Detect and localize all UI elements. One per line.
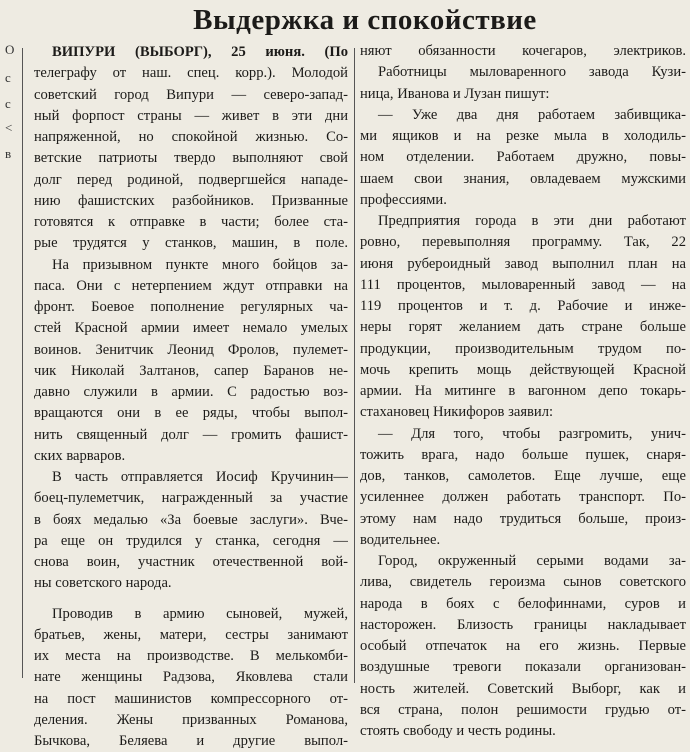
text-line: в боях медалью «За боевые заслуги». Вче- [34, 511, 348, 528]
text-line: братьев, жены, матери, сестры занимают [34, 626, 348, 643]
text-line: нате женщины Радзова, Яковлева стали [34, 669, 348, 686]
text-line: ВИПУРИ (ВЫБОРГ), 25 июня. (По [52, 44, 348, 60]
text-line: ный форпост страны — живет в эти дни [34, 107, 348, 124]
text-line: мочь крепить мощь действующей Красной [360, 361, 686, 378]
text-line: особый отпечаток на его жизнь. Первые [360, 638, 686, 654]
text-line: вращаются они в ее ряды, чтобы выпол- [34, 405, 348, 422]
margin-fragment-char: в [5, 146, 12, 161]
article-column-2 [360, 41, 686, 742]
text-line: няют обязанности кочегаров, электриков. [360, 43, 686, 59]
text-line: Бычкова, Беляева и другие выпол- [34, 733, 348, 749]
text-line: напряженной, но спокойной жизнью. Со- [34, 129, 348, 145]
text-line: Город, окруженный серыми водами за- [378, 553, 686, 569]
text-line: Проводив в армию сыновей, мужей, [52, 605, 348, 622]
margin-fragment-char: < [5, 120, 13, 135]
text-line: долг перед родиной, подвергшейся нападе- [34, 171, 348, 188]
text-line: ность жителей. Советский Выборг, как и [360, 680, 686, 697]
text-line: деления. Жены призванных Романова, [34, 711, 348, 728]
text-line: паса. Они с нетерпением ждут отправки на [34, 277, 348, 294]
text-line: давно служили в армии. С радостью воз- [34, 384, 348, 400]
center-column-rule [354, 48, 355, 683]
text-line: воинов. Зенитчик Леонид Фролов, пулемет- [34, 341, 348, 358]
text-line: водительнее. [360, 531, 441, 548]
text-line: профессиями. [360, 191, 447, 208]
text-line: стей Красной армии имеет немало умелых [34, 320, 348, 337]
adjacent-column-fragment [0, 38, 18, 678]
text-line: лива, свидетель героизма сынов советского [360, 574, 686, 591]
text-line: насторожен. Близость границы накладывает [360, 616, 686, 633]
text-line: ница, Иванова и Лузан пишут: [360, 85, 550, 102]
text-line: ветские патриоты твердо выполняют свой [34, 150, 348, 167]
text-line: ровно, перевыполняя программу. Так, 22 [360, 234, 686, 251]
text-line: ских варваров. [34, 447, 126, 464]
text-line: снова воин, участник отечественной вой- [34, 554, 348, 570]
text-line: стахановец Никифоров заявил: [360, 404, 554, 421]
margin-fragment-char: с [5, 70, 11, 85]
text-line: — Уже два дня работаем забивщика- [378, 106, 686, 123]
text-line: 119 процентов и т. д. Рабочие и инже- [360, 298, 686, 314]
text-line: воздушные тревоги показали организован- [360, 659, 686, 676]
text-line: ми ящиков и на резке мыла в холодиль- [360, 128, 686, 144]
text-line: народа в боях с белофиннами, суров и [360, 595, 686, 612]
article-headline: Выдержка и спокойствие [193, 4, 537, 36]
text-line: ра еще он трудился у станка, сегодня — [34, 532, 348, 549]
text-line: советский город Випури — северо-запад- [34, 86, 348, 103]
text-line: чик Николай Залтанов, сапер Баранов не- [34, 362, 348, 379]
text-line: рые трудятся у станков, машин, в поле. [34, 235, 348, 252]
text-line: готовятся к отправке в части; более ста- [34, 214, 348, 230]
text-line: нить священный долг — громить фашист- [34, 426, 348, 443]
text-line: В часть отправляется Иосиф Кручинин— [52, 469, 348, 485]
text-line: тожить врага, надо больше пушек, снаря- [360, 446, 686, 463]
text-line: На призывном пункте много бойцов за- [52, 256, 348, 273]
text-line: боец-пулеметчик, награжденный за участие [34, 490, 348, 507]
text-line: армии. На митинге в вагонном депо токарь- [360, 383, 686, 399]
text-line: 111 процентов, мыловаренный завод — на [360, 276, 686, 293]
paragraph-gap [34, 595, 348, 604]
margin-fragment-char: О [5, 42, 15, 57]
text-line: ном отделении. Работаем дружно, повы- [360, 149, 686, 166]
text-line: ны советского народа. [34, 575, 172, 592]
left-column-rule [22, 48, 23, 678]
text-line: — Для того, чтобы разгромить, унич- [378, 425, 686, 442]
text-line: Предприятия города в эти дни работают [378, 213, 686, 229]
text-line: на пост машинистов компрессорного от- [34, 690, 348, 707]
text-line: стоять свободу и честь родины. [360, 723, 556, 739]
text-line: их места на производстве. В мелькомби- [34, 648, 348, 664]
text-line: дов, танков, самолетов. Еще лучше, еще [360, 468, 686, 484]
text-line: нию фашистских разбойников. Призванные [34, 192, 348, 209]
text-line: вся страна, полон решимости грудью от- [360, 701, 686, 718]
text-line: телеграфу от наш. спец. корр.). Молодой [34, 65, 348, 82]
text-line: июня рубероидный завод выполнил план на [360, 255, 686, 272]
text-line: продукции, производительным трудом по- [360, 340, 686, 357]
text-line: шаем свои знания, овладеваем мужскими [360, 170, 686, 187]
text-line: фронт. Боевое пополнение регулярных ча- [34, 299, 348, 315]
article-column-1 [34, 42, 348, 752]
text-line: Работницы мыловаренного завода Кузи- [378, 64, 686, 81]
text-line: усиленнее должен работать транспорт. По- [360, 489, 686, 506]
margin-fragment-char: с [5, 96, 11, 111]
text-line: этому нам надо трудиться больше, произ- [360, 510, 686, 527]
text-line: неры горят желанием дать стране больше [360, 319, 686, 336]
